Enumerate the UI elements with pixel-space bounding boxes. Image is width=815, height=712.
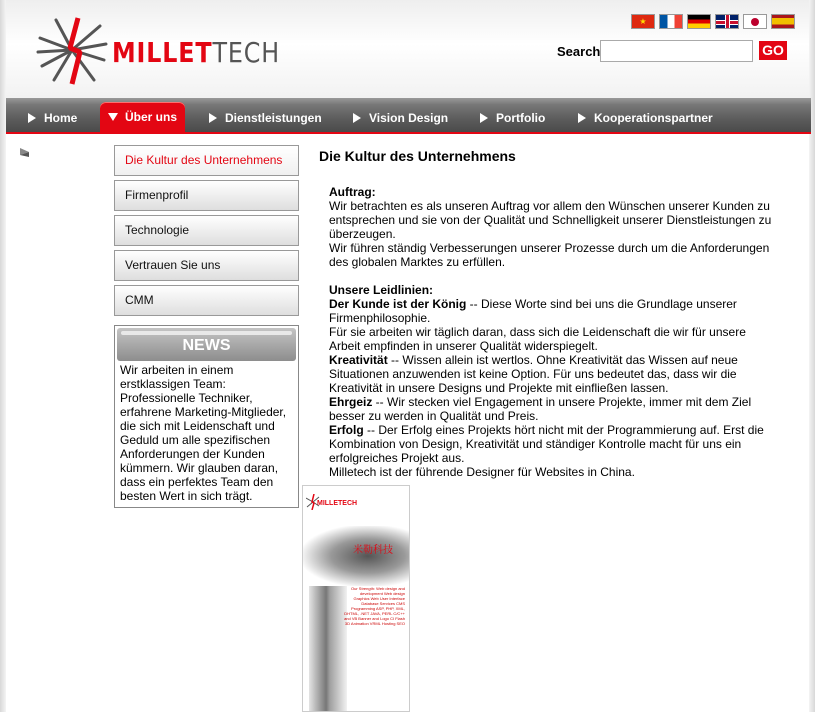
arrow-right-icon <box>28 113 36 123</box>
logo-text <box>112 36 280 69</box>
auftrag-paragraph-2: Wir führen ständig Verbesserungen unserer Prozesse durch um die Anforderungen des globalen Marktes zu erfüllen. <box>329 241 770 269</box>
flag-english-icon[interactable] <box>715 14 739 29</box>
arrow-right-icon <box>353 113 361 123</box>
closing-paragraph: Milletech ist der führende Designer für Websites in China. <box>329 465 635 479</box>
submenu-item-cmm[interactable]: CMM <box>114 285 299 316</box>
brochure-tower-image <box>309 586 347 712</box>
search-go-button[interactable]: GO <box>759 41 787 60</box>
auftrag-paragraph-1: Wir betrachten es als unseren Auftrag vor allem den Wünschen unserer Kunden zu entsprechen und sie von der Qualität und Schnelligkeit unserer Dienstleistungen zu überzeugen. <box>329 199 772 241</box>
brochure-ink-wash <box>303 526 410 586</box>
news-header <box>117 328 296 361</box>
main-nav <box>6 98 811 134</box>
leitlinien-heading: Unsere Leidlinien: <box>329 283 434 297</box>
nav-portfolio-label: Portfolio <box>496 111 546 125</box>
brochure-chinese-title: 米勒科技 <box>353 545 393 556</box>
kreativitaet-text: -- Wissen allein ist wertlos. Ohne Kreativität das Wissen auf neue Situationen anzuwenden ist keine Option. Für uns bedeutet das, dass wir die Kreativität in unsere Designs und Projekte mit einfließen lassen. <box>329 353 738 395</box>
language-flags <box>631 14 795 29</box>
nav-vision-design-label: Vision Design <box>369 111 449 125</box>
news-text: Wir arbeiten in einem erstklassigen Team: Professionelle Techniker, erfahrene Marketing-Mitglieder, die sich mit Leidenschaft und Geduld um alle spezifischen Anforderungen der Kunden kümmern. Wir glauben daran, dass ein perfektes Team den besten Wert in sich trägt. <box>120 363 287 503</box>
kreativitaet-heading: Kreativität <box>329 353 388 367</box>
logo[interactable] <box>34 14 294 86</box>
content-body <box>329 185 779 479</box>
flag-spanish-icon[interactable] <box>771 14 795 29</box>
news-box <box>114 325 299 508</box>
page-title: Die Kultur des Unternehmens <box>319 148 516 164</box>
logo-text-red: MILLET <box>112 36 213 69</box>
erfolg-text: -- Der Erfolg eines Projekts hört nicht mit der Programmierung auf. Erst die Kombination von Design, Kreativität und ständiger Kontrolle macht für uns ein erfolgreiches Projekt aus. <box>329 423 764 465</box>
news-title: NEWS <box>182 337 231 354</box>
submenu-item-technologie[interactable]: Technologie <box>114 215 299 246</box>
arrow-down-icon <box>108 113 118 121</box>
erfolg-heading: Erfolg <box>329 423 364 437</box>
nav-ueber-uns-label: Über uns <box>125 110 178 124</box>
news-header-highlight <box>121 331 292 335</box>
nav-home[interactable] <box>28 104 77 132</box>
flag-chinese-icon[interactable]: ★ <box>631 14 655 29</box>
logo-star-icon <box>34 14 112 86</box>
arrow-right-icon <box>480 113 488 123</box>
brochure-strength-list: Our Strength: Web design and development Web design Graphics Web User Interface Database Services CMS Programming ASP, PHP, XML, DHTML, .NET JAVA, PERL C/C++ and VB Banner and Logo CI Flash 3D Animation VRML Hosting SEO <box>344 586 405 626</box>
flag-french-icon[interactable] <box>659 14 683 29</box>
brochure-image <box>302 485 410 712</box>
submenu-item-vertrauen[interactable]: Vertrauen Sie uns <box>114 250 299 281</box>
ehrgeiz-heading: Ehrgeiz <box>329 395 373 409</box>
header <box>6 0 809 98</box>
nav-dienstleistungen[interactable] <box>209 104 322 132</box>
nav-dienstleistungen-label: Dienstleistungen <box>225 111 322 125</box>
arrow-right-icon <box>209 113 217 123</box>
brochure-logo-text: MILLETECH <box>317 500 358 507</box>
flag-japanese-icon[interactable] <box>743 14 767 29</box>
nav-kooperationspartner-label: Kooperationspartner <box>594 111 713 125</box>
sub-menu <box>114 145 299 320</box>
nav-home-label: Home <box>44 111 78 125</box>
ehrgeiz-text: -- Wir stecken viel Engagement in unsere Projekte, immer mit dem Ziel besser zu werden in Qualität und Preis. <box>329 395 752 423</box>
nav-ueber-uns[interactable] <box>100 102 185 132</box>
side-arrow-icon <box>20 148 30 160</box>
kunde-heading: Der Kunde ist der König <box>329 297 467 311</box>
search-input[interactable] <box>600 40 753 62</box>
arrow-right-icon <box>578 113 586 123</box>
submenu-item-firmenprofil[interactable]: Firmenprofil <box>114 180 299 211</box>
nav-portfolio[interactable] <box>480 104 545 132</box>
flag-german-icon[interactable] <box>687 14 711 29</box>
kunde-paragraph-2: Für sie arbeiten wir täglich daran, dass sich die Leidenschaft die wir für unsere Arbeit empfinden in unserer Qualität widerspiegelt. <box>329 325 746 353</box>
search-label: Search <box>557 44 601 59</box>
nav-vision-design[interactable] <box>353 104 448 132</box>
nav-kooperationspartner[interactable] <box>578 104 713 132</box>
submenu-item-kultur[interactable]: Die Kultur des Unternehmens <box>114 145 299 176</box>
kunde-text: -- Diese Worte sind bei uns die Grundlage unserer Firmenphilosophie. <box>329 297 737 325</box>
logo-text-grey: TECH <box>212 36 280 69</box>
auftrag-heading: Auftrag: <box>329 185 376 199</box>
